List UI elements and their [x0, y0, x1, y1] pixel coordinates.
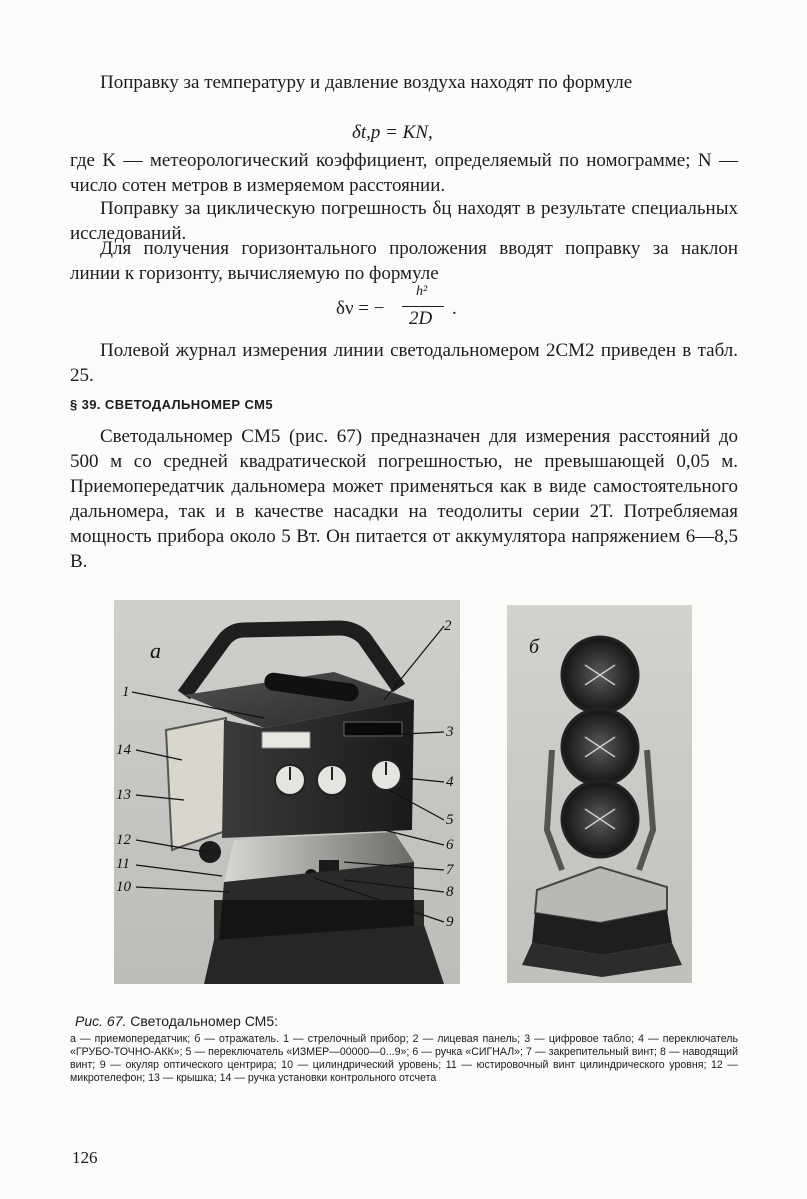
callout-6: 6 [446, 837, 454, 853]
callout-11: 11 [116, 856, 130, 872]
callout-3: 3 [446, 724, 454, 740]
page-number: 126 [72, 1148, 98, 1167]
formula-slope-denominator: 2D [409, 308, 433, 329]
panel-letter-a: а [150, 638, 161, 663]
callout-1: 1 [122, 684, 130, 700]
formula-slope-lhs: δν = − [336, 298, 385, 319]
figure-caption-label: Рис. 67. [75, 1013, 127, 1029]
paragraph-cyclic-error: Поправку за циклическую погрешность δц находят в результате специальных исследований. [70, 198, 738, 244]
paragraph-meteorological-coefficient: где K — метеорологический коэффициент, определяемый по номограмме; N — число сотен метров в измеряемом расстоянии. [70, 150, 738, 196]
callout-8: 8 [446, 884, 454, 900]
formula-slope-numerator: h² [416, 284, 428, 299]
callout-2: 2 [444, 618, 452, 634]
transceiver-illustration [114, 600, 460, 984]
figure-photo-reflector [507, 605, 692, 983]
paragraph-temperature-correction: Поправку за температуру и давление воздуха находят по формуле [100, 72, 633, 93]
paragraph-cm5-description: Светодальномер СМ5 (рис. 67) предназначен для измерения расстояний до 500 м со средней квадратической погрешностью, не превышающей 0,05 м. Приемопередатчик дальномера может применяться как в виде самостоятельного дальномера, так и в качестве насадки на теодолиты серии 2Т. Потребляемая мощность прибора около 5 Вт. Он питается от аккумулятора напряжением 6—8,5 В. [70, 426, 738, 572]
reflector-illustration [507, 605, 692, 983]
formula-temperature-correction: δt,p = KN, [352, 122, 433, 143]
section-heading: § 39. СВЕТОДАЛЬНОМЕР СМ5 [70, 397, 273, 412]
formula-slope-period: . [452, 298, 457, 319]
callout-13: 13 [116, 787, 131, 803]
callout-14: 14 [116, 742, 131, 758]
figure-caption-heading: Светодальномер СМ5: [130, 1013, 279, 1029]
formula-slope-correction [336, 284, 476, 334]
formula-slope-fraction-bar [402, 306, 444, 307]
callout-4: 4 [446, 774, 454, 790]
paragraph-horizontal-projection: Для получения горизонтального проложения вводят поправку за наклон линии к горизонту, вычисляемую по формуле [70, 238, 738, 284]
figure-caption-legend: а — приемопередатчик; б — отражатель. 1 — стрелочный прибор; 2 — лицевая панель; 3 — цифровое табло; 4 — переключатель «ГРУБО-ТОЧНО-АКК»; 5 — переключатель «ИЗМЕР—00000—0...9»; 6 — ручка «СИГНАЛ»; 7 — закрепительный винт; 8 — наводящий винт; 9 — окуляр оптического центрира; 10 — цилиндрический уровень; 11 — юстировочный винт цилиндрического уровня; 12 — микротелефон; 13 — крышка; 14 — ручка установки контрольного отсчета [70, 1033, 738, 1084]
callout-12: 12 [116, 832, 131, 848]
callout-10: 10 [116, 879, 131, 895]
callout-9: 9 [446, 914, 454, 930]
figure-photo-transceiver [114, 600, 460, 984]
callout-5: 5 [446, 812, 454, 828]
callout-7: 7 [446, 862, 454, 878]
panel-letter-b: б [529, 636, 540, 658]
paragraph-field-journal: Полевой журнал измерения линии светодальномером 2СМ2 приведен в табл. 25. [70, 340, 738, 386]
figure-caption-title [75, 1013, 278, 1029]
